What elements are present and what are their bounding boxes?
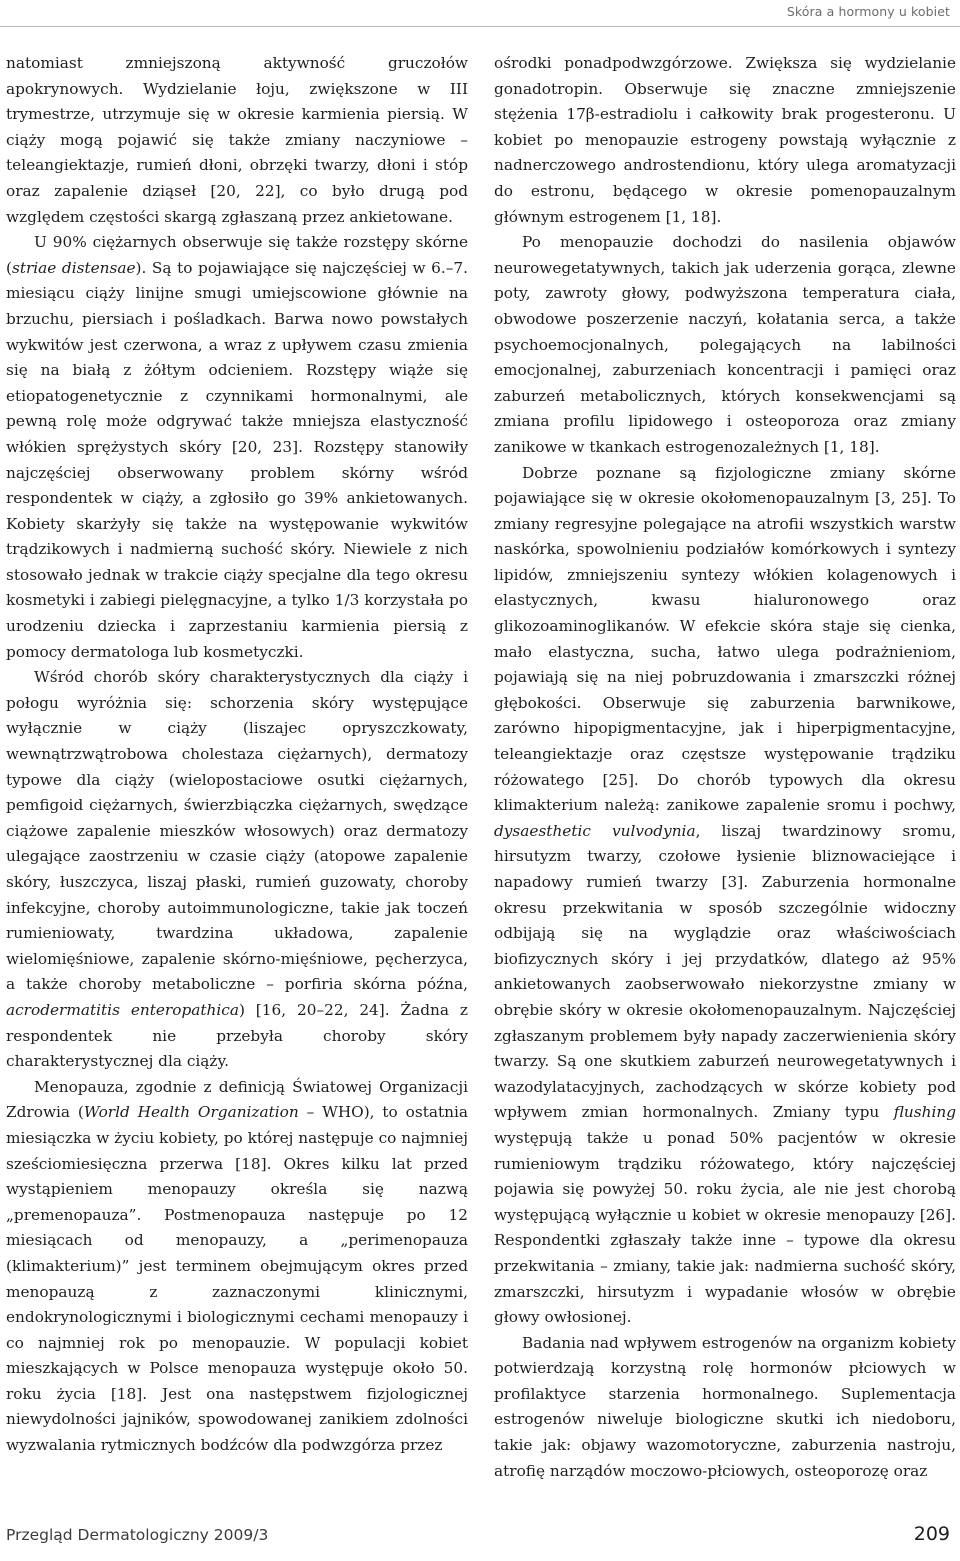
journal-name: Przegląd Dermatologiczny 2009/3 [6, 1526, 269, 1544]
paragraph-text: ) [16, 20–22, 24]. Żadna z respondentek nie przebyła choroby skóry charakterystycznej dla ciąży. [6, 1000, 468, 1071]
paragraph [6, 51, 468, 230]
paragraph [494, 230, 956, 460]
paragraph-text: występują także u ponad 50% pacjentów w okresie rumieniowym trądziku różowatego, który najczęściej pojawia się powyżej 50. roku życia, ale nie jest chorobą występującą wyłącznie u kobiet w okresie menopauzy [26]. Respondentki zgłaszały także inne – typowe dla okresu przekwitania – zmiany, takie jak: nadmierna suchość skóry, zmarszczki, hirsutyzm i wypadanie włosów w obrębie głowy owłosionej. [494, 1128, 956, 1327]
paragraph-text: Wśród chorób skóry charakterystycznych dla ciąży i połogu wyróżnia się: schorzenia skóry występujące wyłącznie w ciąży (liszajec opryszczkowaty, wewnątrzwątrobowa cholestaza ciężarnych), dermatozy typowe dla ciąży (wielopostaciowe osutki ciężarnych, pemfigoid ciężarnych, świerzbiączka ciężarnych, swędzące ciążowe zapalenie mieszków włosowych) oraz dermatozy ulegające zaostrzeniu w czasie ciąży (atopowe zapalenie skóry, łuszczyca, liszaj płaski, rumień guzowaty, choroby infekcyjne, choroby autoimmunologiczne, takie jak toczeń rumieniowaty, twardzina układowa, zapalenie wielomięśniowe, zapalenie skórno-mięśniowe, pęcherzyca, a także choroby metaboliczne – porfiria skórna późna, [6, 668, 468, 994]
paragraph-text: , liszaj twardzinowy sromu, hirsutyzm twarzy, czołowe łysienie bliznowaciejące i napadowy rumień twarzy [3]. Zaburzenia hormonalne okresu przekwitania w sposób szczególnie widoczny odbijają się na wyglądzie oraz właściwościach biofizycznych skóry i jej przydatków, dlatego aż 95% ankietowanych zaobserwowało niekorzystne zmiany w obrębie skóry w okresie okołomenopauzalnym. Najczęściej zgłaszanym problemem były napady zaczerwienienia skóry twarzy. Są one skutkiem zaburzeń neurowegetatywnych i wazodylatacyjnych, zachodzących w skórze kobiety pod wpływem zmian hormonalnych. Zmiany typu [494, 821, 956, 1122]
paragraph-text: U 90% ciężarnych obserwuje się także rozstępy skórne ( [6, 233, 468, 277]
left-column [6, 51, 468, 1459]
paragraph-text: natomiast zmniejszoną aktywność gruczołów apokrynowych. Wydzielanie łoju, zwiększone w III trymestrze, utrzymuje się w okresie karmienia piersią. W ciąży mogą pojawić się także zmiany naczyniowe – teleangiektazje, rumień dłoni, obrzęki twarzy, dłoni i stóp oraz zapalenie dziąseł [20, 22], co było drugą pod względem częstości skargą zgłaszaną przez ankietowane. [6, 54, 468, 226]
paragraph [494, 51, 956, 230]
running-title: Skóra a hormony u kobiet [786, 4, 950, 19]
page-number: 209 [913, 1523, 950, 1545]
foreign-term: World Health Organization [83, 1103, 299, 1122]
header-divider [0, 26, 960, 27]
paragraph [494, 1331, 956, 1485]
paragraph-text: Po menopauzie dochodzi do nasilenia objawów neurowegetatywnych, takich jak uderzenia gorąca, zlewne poty, zawroty głowy, podwyższona temperatura ciała, obwodowe poszerzenie naczyń, kołatania serca, a także psychoemocjonalnych, polegających na labilności emocjonalnej, zaburzeniach koncentracji i pamięci oraz zaburzeń metabolicznych, których konsekwencjami są zmiana profilu lipidowego i osteoporoza oraz zmiany zanikowe w tkankach estrogenozależnych [1, 18]. [494, 233, 956, 456]
paragraph-text: Dobrze poznane są fizjologiczne zmiany skórne pojawiające się w okresie okołomenopauzalnym [3, 25]. To zmiany regresyjne polegające na atrofii wszystkich warstw naskórka, spowolnieniu podziałów komórkowych i syntezy lipidów, zmniejszeniu syntezy włókien kolagenowych i elastycznych, kwasu hialuronowego oraz glikozoaminoglikanów. W efekcie skóra staje się cienka, mało elastyczna, sucha, łatwo ulega podrażnieniom, pojawiają się na niej pobruzdowania i zmarszczki różnej głębokości. Obserwuje się zaburzenia barwnikowe, zarówno hipopigmentacyjne, jak i hiperpigmentacyjne, teleangiektazje oraz częstsze występowanie trądziku różowatego [25]. Do chorób typowych dla okresu klimakterium należą: zanikowe zapalenie sromu i pochwy, [494, 463, 956, 815]
paragraph-text: ). Są to pojawiające się najczęściej w 6.–7. miesiącu ciąży linijne smugi umiejscowione głównie na brzuchu, piersiach i pośladkach. Barwa nowo powstałych wykwitów jest czerwona, a wraz z upływem czasu zmienia się na białą z żółtym odcieniem. Rozstępy wiąże się etiopatogenetycznie z czynnikami hormonalnymi, ale pewną rolę może odgrywać także mniejsza elastyczność włókien sprężystych skóry [20, 23]. Rozstępy stanowiły najczęściej obserwowany problem skórny wśród respondentek w ciąży, a zgłosiło go 39% ankietowanych. Kobiety skarżyły się także na występowanie wykwitów trądzikowych i nadmierną suchość skóry. Niewiele z nich stosowało jednak w trakcie ciąży specjalne dla tego okresu kosmetyki i zabiegi pielęgnacyjne, a tylko 1/3 korzystała po urodzeniu dziecka i zaprzestaniu karmienia piersią z pomocy dermatologa lub kosmetyczki. [6, 258, 468, 661]
right-column [494, 51, 956, 1484]
foreign-term: dysaesthetic vulvodynia [494, 821, 696, 840]
paragraph [6, 230, 468, 665]
latin-term: acrodermatitis enteropathica [6, 1000, 239, 1019]
foreign-term: flushing [893, 1103, 956, 1122]
paragraph [6, 1075, 468, 1459]
paragraph-text: Menopauza, zgodnie z definicją Światowej Organizacji Zdrowia ( [6, 1077, 468, 1122]
paragraph-text: Badania nad wpływem estrogenów na organizm kobiety potwierdzają korzystną rolę hormonów płciowych w profilaktyce starzenia hormonalnego. Suplementacja estrogenów niweluje biologiczne skutki ich niedoboru, takie jak: objawy wazomotoryczne, zaburzenia nastroju, atrofię narządów moczowo-płciowych, osteoporozę oraz [494, 1333, 956, 1480]
paragraph-text: ośrodki ponadpodwzgórzowe. Zwiększa się wydzielanie gonadotropin. Obserwuje się znaczne zmniejszenie stężenia 17β-estradiolu i całkowity brak progesteronu. U kobiet po menopauzie estrogeny powstają wyłącznie z nadnerczowego androstendionu, który ulega aromatyzacji do estronu, będącego w okresie pomenopauzalnym głównym estrogenem [1, 18]. [494, 54, 956, 226]
latin-term: striae distensae [11, 258, 136, 277]
paragraph-text: – WHO), to ostatnia miesiączka w życiu kobiety, po której następuje co najmniej sześciomiesięczna przerwa [18]. Okres kilku lat przed wystąpieniem menopauzy określa się nazwą „premenopauza”. Postmenopauza następuje po 12 miesiącach od menopauzy, a „perimenopauza (klimakterium)” jest terminem obejmującym okres przed menopauzą z zaznaczonymi klinicznymi, endokrynologicznymi i biologicznymi cechami menopauzy i co najmniej rok po menopauzie. W populacji kobiet mieszkających w Polsce menopauza występuje około 50. roku życia [18]. Jest ona następstwem fizjologicznej niewydolności jajników, spowodowanej zanikiem zdolności wyzwalania rytmicznych bodźców dla podwzgórza przez [6, 1103, 468, 1455]
paragraph [6, 665, 468, 1075]
paragraph [494, 461, 956, 1331]
